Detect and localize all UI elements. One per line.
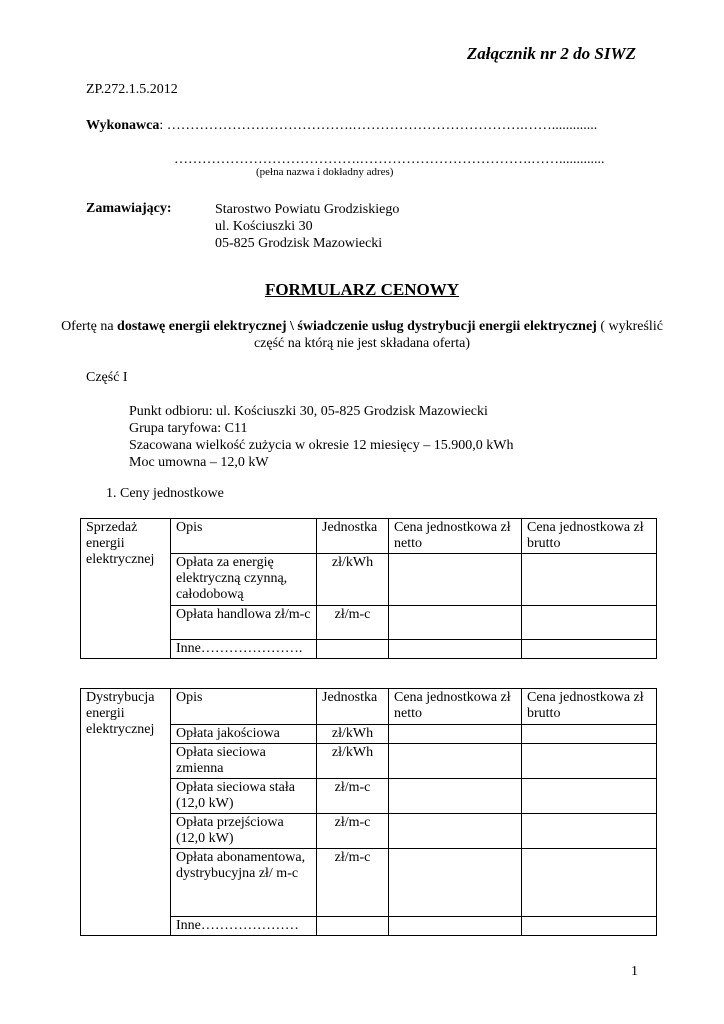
gross-price-input-cell[interactable] (522, 725, 657, 744)
gross-price-input-cell[interactable] (522, 554, 657, 606)
net-price-input-cell[interactable] (389, 917, 522, 936)
client-address (215, 201, 399, 252)
row-unit: zł/m-c (317, 814, 389, 849)
detail-contracted-power: Moc umowna – 12,0 kW (129, 455, 269, 470)
gross-price-input-cell[interactable] (522, 640, 657, 659)
offer-description (60, 318, 664, 352)
attachment-label: Załącznik nr 2 do SIWZ (466, 44, 636, 63)
net-price-input-cell[interactable] (389, 849, 522, 917)
gross-price-input-cell[interactable] (522, 606, 657, 640)
contractor-label: Wykonawca (86, 118, 160, 133)
table-header-row (81, 689, 657, 725)
row-unit: zł/m-c (317, 849, 389, 917)
form-title: FORMULARZ CENOWY (264, 280, 460, 299)
contractor-line-1: : ………………………………….……………………………….……............. (159, 118, 598, 133)
page-number: 1 (631, 964, 638, 979)
row-description: Opłata za energię elektryczną czynną, całodobową (171, 554, 317, 606)
header-gross-price: Cena jednostkowa zł brutto (522, 689, 657, 725)
row-description: Opłata abonamentowa, dystrybucyjna zł/ m-c (171, 849, 317, 917)
row-unit: zł/kWh (317, 554, 389, 606)
row-description: Opłata sieciowa stała (12,0 kW) (171, 779, 317, 814)
row-unit (317, 640, 389, 659)
header-unit: Jednostka (317, 689, 389, 725)
distribution-price-table (80, 688, 657, 936)
part-label: Część I (86, 370, 128, 385)
net-price-input-cell[interactable] (389, 640, 522, 659)
gross-price-input-cell[interactable] (522, 849, 657, 917)
table-header-row (81, 519, 657, 554)
contractor-hint: (pełna nazwa i dokładny adres) (256, 166, 394, 178)
detail-estimated-usage: Szacowana wielkość zużycia w okresie 12 miesięcy – 15.900,0 kWh (129, 438, 514, 453)
detail-delivery-point: Punkt odbioru: ul. Kościuszki 30, 05-825 Grodzisk Mazowiecki (129, 404, 488, 419)
contractor-row (86, 118, 597, 134)
gross-price-input-cell[interactable] (522, 917, 657, 936)
header-description: Opis (171, 519, 317, 554)
offer-subject: dostawę energii elektrycznej \ świadczenie usług dystrybucji energii elektrycznej (117, 319, 597, 334)
gross-price-input-cell[interactable] (522, 744, 657, 779)
detail-tariff-group: Grupa taryfowa: C11 (129, 421, 248, 436)
net-price-input-cell[interactable] (389, 744, 522, 779)
net-price-input-cell[interactable] (389, 554, 522, 606)
gross-price-input-cell[interactable] (522, 814, 657, 849)
prices-heading: 1. Ceny jednostkowe (106, 486, 224, 501)
net-price-input-cell[interactable] (389, 725, 522, 744)
row-unit: zł/kWh (317, 725, 389, 744)
row-description: Opłata przejściowa (12,0 kW) (171, 814, 317, 849)
delivery-details (129, 403, 514, 471)
row-description: Inne………………… (171, 917, 317, 936)
client-label: Zamawiający: (86, 201, 172, 216)
client-city: 05-825 Grodzisk Mazowiecki (215, 236, 383, 251)
header-unit: Jednostka (317, 519, 389, 554)
gross-price-input-cell[interactable] (522, 779, 657, 814)
row-description: Opłata jakościowa (171, 725, 317, 744)
category-cell: Dystrybucja energii elektrycznej (81, 689, 171, 936)
category-cell: Sprzedaż energii elektrycznej (81, 519, 171, 659)
row-unit: zł/m-c (317, 606, 389, 640)
net-price-input-cell[interactable] (389, 779, 522, 814)
row-description: Opłata handlowa zł/m-c (171, 606, 317, 640)
net-price-input-cell[interactable] (389, 606, 522, 640)
client-street: ul. Kościuszki 30 (215, 219, 313, 234)
header-description: Opis (171, 689, 317, 725)
row-description: Opłata sieciowa zmienna (171, 744, 317, 779)
sales-price-table (80, 518, 657, 659)
row-unit: zł/m-c (317, 779, 389, 814)
client-name: Starostwo Powiatu Grodziskiego (215, 202, 400, 217)
row-unit: zł/kWh (317, 744, 389, 779)
row-unit (317, 917, 389, 936)
header-net-price: Cena jednostkowa zł netto (389, 689, 522, 725)
contractor-line-2: ………………………………….……………………………….……............. (174, 152, 605, 167)
offer-note: ( wykreślić część na którą nie jest składana oferta) (253, 319, 663, 351)
reference-number: ZP.272.1.5.2012 (86, 82, 178, 97)
header-net-price: Cena jednostkowa zł netto (389, 519, 522, 554)
net-price-input-cell[interactable] (389, 814, 522, 849)
header-gross-price: Cena jednostkowa zł brutto (522, 519, 657, 554)
row-description: Inne…………………. (171, 640, 317, 659)
offer-prefix: Ofertę na (61, 319, 118, 334)
